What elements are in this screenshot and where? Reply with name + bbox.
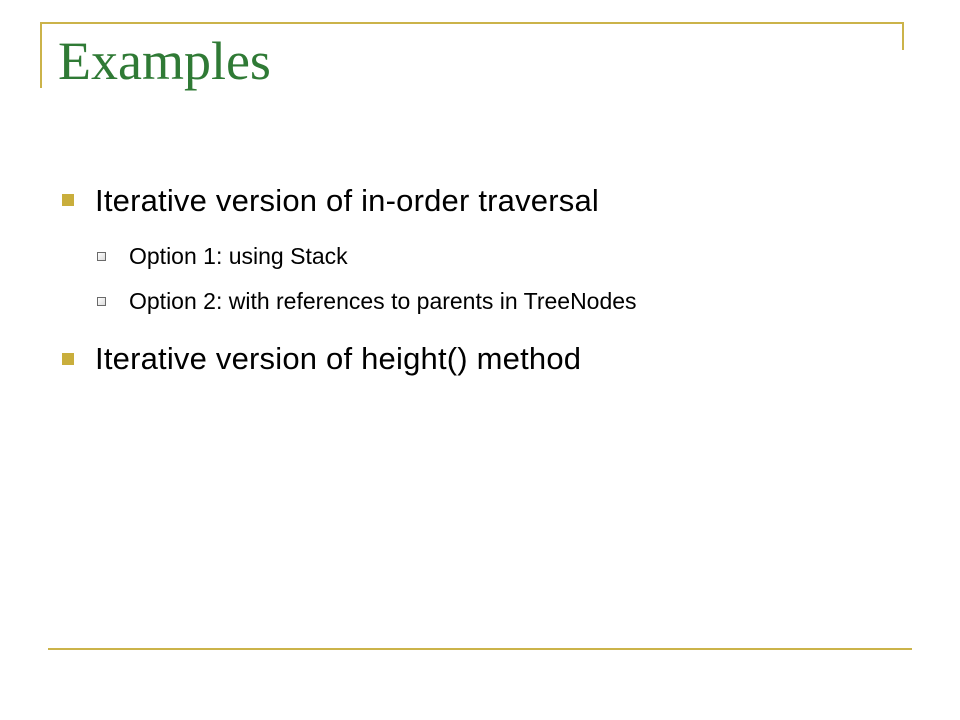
- sub-bullet-marker: [97, 252, 106, 261]
- sub-bullet-text: Option 1: using Stack: [129, 243, 348, 269]
- right-rule: [902, 22, 904, 50]
- bullet-text: Iterative version of in-order traversal: [95, 183, 599, 218]
- top-rule: [40, 22, 904, 24]
- bottom-rule: [48, 648, 912, 650]
- bullet-marker: [62, 353, 74, 365]
- left-rule: [40, 22, 42, 88]
- bullet-text: Iterative version of height() method: [95, 341, 582, 376]
- sub-bullet-text: Option 2: with references to parents in TreeNodes: [129, 288, 637, 314]
- slide-title: Examples: [58, 31, 271, 91]
- sub-bullet-marker: [97, 297, 106, 306]
- bullet-marker: [62, 194, 74, 206]
